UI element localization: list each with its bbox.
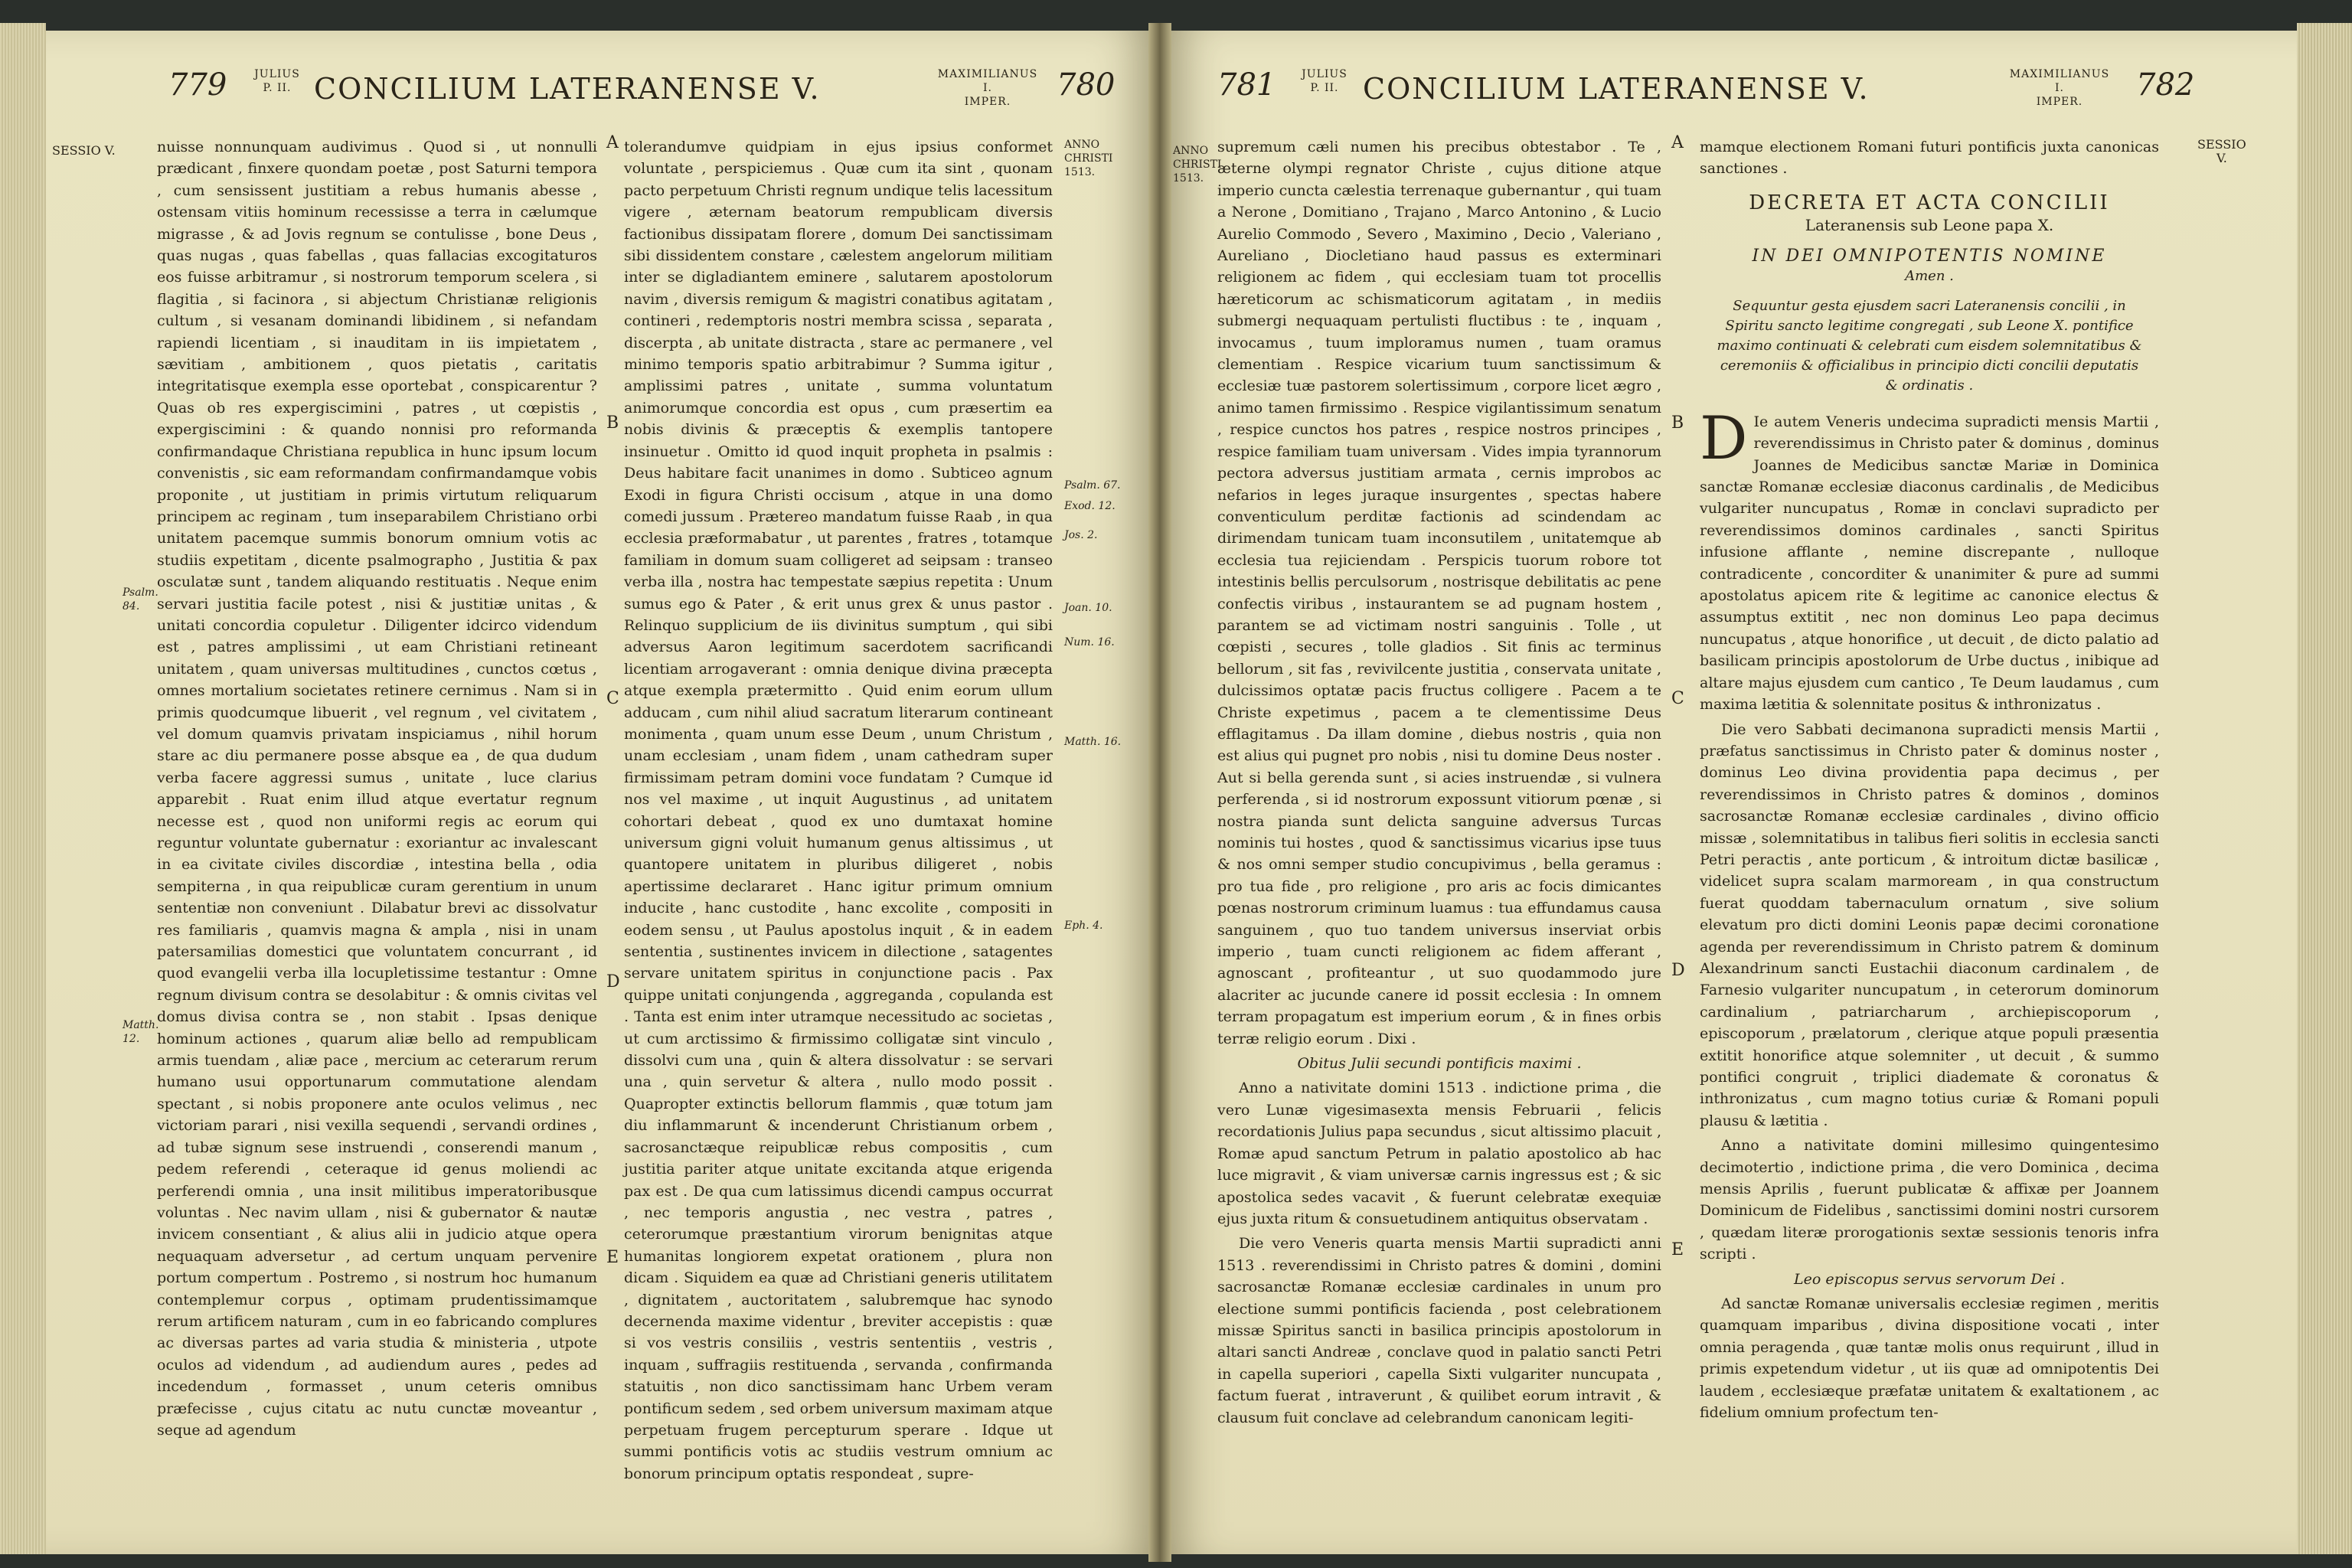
margin-citation: Num. 16.	[1064, 636, 1115, 648]
left-page-edges	[0, 23, 46, 1554]
margin-citation: Jos. 2.	[1064, 529, 1098, 541]
margin-citation: Matth. 12.	[122, 1019, 159, 1045]
emperor-tag: MAXIMILIANUS I. IMPER.	[2009, 68, 2110, 108]
section-letter: C	[1671, 689, 1684, 708]
body-text: mamque electionem Romani futuri pontificis juxta canonicas sanctiones .	[1700, 139, 2159, 178]
right-page	[1171, 31, 2297, 1554]
margin-citation: Psalm. 84.	[122, 586, 158, 612]
left-column-1	[157, 136, 597, 1441]
section-letter: B	[606, 413, 619, 433]
right-running-head	[1171, 67, 2297, 136]
body-text: Anno a nativitate domini millesimo quingentesimo decimotertio , indictione prima , die vero Dominica , decima mensis Aprilis , fuerunt publicatæ & affixæ per Joannem Dominicum de Fidelibus , sanctissimi domini nostri cursorem , quædam literæ prorogationis sextæ sessionis tenoris infra scripti .	[1700, 1137, 2159, 1263]
drop-cap: D	[1700, 403, 1748, 473]
left-running-head	[46, 67, 1148, 136]
margin-citation: Eph. 4.	[1064, 920, 1103, 932]
body-text: Die vero Veneris quarta mensis Martii supradicti anni 1513 . reverendissimi in Christo patres & domini , domini sacrosanctæ Romanæ ecclesiæ cardinales in unum pro electione summi pontificis facienda , post celebrationem missæ Spiritus sancti in basilica principis apostolorum in altari sancti Andreæ , conclave quod in palatio sancti Petri in capella superiori , capella Sixti vulgariter nuncupata , factum fuerat , intraverunt , & quilibet eorum intravit , & clausum fuit conclave ad celebrandum canonicam legiti-	[1217, 1235, 1661, 1426]
margin-citation: Exod. 12.	[1064, 500, 1116, 512]
margin-citation: Matth. 16.	[1064, 736, 1122, 748]
margin-citation: Joan. 10.	[1064, 602, 1112, 614]
pope-tag: JULIUS P. II.	[1302, 68, 1348, 94]
section-letter: E	[606, 1248, 619, 1267]
section-letter: D	[1671, 961, 1685, 980]
right-page-edges	[2297, 23, 2352, 1554]
section-letter: C	[606, 689, 619, 708]
body-text: Die vero Sabbati decimanona supradicti mensis Martii , præfatus sanctissimus in Christo pater & dominus noster , dominus Leo divina providentia papa decimus , per reverendissimos in Christo patres & dominos , dominos sacrosanctæ Romanæ ecclesiæ cardinales , divino officio missæ , solemnitatibus in talibus fieri solitis in ecclesia sancti Petri peractis , ante porticum , & introitum dictæ basilicæ , videlicet supra scalam marmoream , in qua constructum fuerat quoddam tabernaculum ornatum , sive solium elevatum pro dicti domini Leonis papæ decimi coronatione agenda per reverendissimum in Christo patrem & dominum Alexandrinum sancti Eustachii diaconum cardinalem , de Farnesio vulgariter nuncupatum , in ceterorum dominorum cardinalium , patriarcharum , archiepiscoporum , episcoporum , prælatorum , clerique atque populi præsentia extitit honorifice atque solemniter , ut decuit , & summo pontifici congruit , triplici diademate & coronatus & inthronizatus , cum magno totius curiæ & Romani populi plausu & lætitia .	[1700, 720, 2159, 1129]
amen-line: Amen .	[1905, 267, 1954, 284]
section-letter: D	[606, 972, 620, 991]
anno-christi-label: ANNO CHRISTI 1513.	[1064, 139, 1113, 178]
page-number: 782	[2136, 67, 2195, 103]
left-page	[46, 31, 1148, 1554]
body-text: supremum cæli numen his precibus obtestabor . Te , æterne olympi regnator Christe , cujus ditione atque imperio cuncta cælestia terrenaque gubernantur , qui tuam a Nerone , Domitiano , Trajano , Marco Antonino , & Lucio Aurelio Commodo , Severo , Maximino , Decio , Valeriano , Aureliano , Diocletiano haud passus es exterminari religionem ac fidem , qui ecclesiam tuam tot procellis hæreticorum ac schismaticorum agitatam , in mediis submergi nequaquam pertulisti fluctibus : te , inquam , invocamus , tuum imploramus numen , tuam oramus clementiam . Respice vicarium tuum sanctissimum & ecclesiæ tuæ pastorem solertissimum , corpore licet ægro , animo tamen firmissimo . Respice vigilantissimum senatum , respice cunctos hos patres , respice nostros principes , respice familiam tuam universam . Vides impia tyrannorum pectora adversus justitiam armata , cernis improbos ac nefarios in leges juraque insurgentes , spectas habere conventiculum perditæ factionis ad scindendam ac dirimendam tunicam tuam inconsutilem , unitatemque ab ecclesia tua rejiciendam . Perspicis tuorum robore tot intestinis bellis perculsorum , nostrisque debilitatis ac pene confectis viribus , instaurantem se ad pugnam hostem , parantem se ad victimam nostri sanguinis . Tolle , ut cœpisti , secures , tolle gladios . Sit finis ac terminus bellorum , sit fas , revivilcente justitia , conservata unitate , dulcissimos optatæ pacis fructus colligere . Pacem a te Christe expetimus , pacem a te clementissime Deus efflagitamus . Da illam domine , diebus nostris , quia non est alius qui pugnet pro nobis , nisi tu domine Deus noster . Aut si bella gerenda sunt , si acies instruendæ , si vulnera perferenda , si id nostrorum expossunt vitiorum pœnæ , si nostra pianda sunt delicta sanguine adversus Turcas nominis tui hostes , quod & sanctissimus vicarius ipse tuus & nos omni semper studio concupivimus , bella geramus : pro tua fide , pro religione , pro aris ac focis dimicantes pœnas nostrorum criminum luamus : tua effundamus causa sanguinem , quo tuo tandem universus inserviat orbis imperio , tuam cuncti religionem ac fidem afferant , agnoscant , profiteantur , ut suo quodammodo jure alacriter ac jucunde canere id possit ecclesia : In omnem terram propagatum est imperium eorum , & in fines orbis terræ religio eorum . Dixi .	[1217, 139, 1661, 1047]
decreta-heading: DECRETA ET ACTA CONCILII	[1749, 191, 2110, 214]
body-text	[1700, 403, 2159, 716]
page-number: 780	[1057, 67, 1116, 103]
right-column-2	[1700, 136, 2159, 1424]
running-title: CONCILIUM LATERANENSE V.	[314, 72, 821, 106]
pope-tag: JULIUS P. II.	[254, 68, 300, 94]
section-letter: E	[1671, 1240, 1684, 1259]
session-margin-label: SESSIO V.	[52, 143, 116, 158]
section-letter: B	[1671, 413, 1684, 433]
body-text: Anno a nativitate domini 1513 . indictione prima , die vero Lunæ vigesimasexta mensis Februarii , felicis recordationis Julius papa secundus , sicut altissimo placuit , Romæ apud sanctum Petrum in palatio apostolico ab hac luce migravit , & viam universæ carnis ingressus est ; & sic apostolica sedes vacavit , & fuerunt celebratæ exequiæ ejus juxta ritum & consuetudinem antiquitus observatam .	[1217, 1080, 1661, 1227]
body-text: nuisse nonnunquam audivimus . Quod si , ut nonnulli prædicant , finxere quondam poetæ , post Saturni tempora , cum sensissent justitiam a rebus humanis abesse , ostensam vitiis hominum recessisse a terra in cælumque migrasse , & ad Jovis regnum se contulisse , bone Deus , quas nugas , quas fabellas , quas fallacias excogitaturos eos fuisse arbitramur , si nostrorum temporum scelera , si flagitia , si facinora , si abjectum Christianæ religionis cultum , si vesanam dominandi libidinem , si nefandam rapiendi licentiam , si inauditam in iis impietatem , sævitiam , ambitionem , quos pietatis , caritatis integritatisque exempla esse oportebat , conspicarentur ? Quas ob res expergiscimini , patres , ut cœpistis , expergiscimini : & quando nonnisi pro reformanda confirmandaque Christiana republica in hunc ipsum locum convenistis , sic eam reformandam confirmandamque vobis proponite , ut justitiam in primis virtutum reliquarum principem ac reginam , tum inseparabilem Christiano orbi unitatem pacemque summis bonorum omnium votis ac studiis expetitam , dicente psalmographo , Justitia & pax osculatæ sunt , tandem aliquando restituatis . Neque enim servari justitia facile potest , nisi & justitiæ unitas , & unitati concordia copuletur . Diligenter idcirco videndum est , patres amplissimi , ut eam Christiani retineant unitatem , quam universas multitudines , cunctos cœtus , omnes mortalium societates retinere cernimus . Nam si in primis quodcumque libuerit , vel regnum , vel civitatem , vel domum quamvis privatam inspiciamus , nihil horum stare ac diu permanere posse absque ea , de qua dudum verba facere aggressi sumus , unitate , luce clarius apparebit . Ruat enim illud atque evertatur regnum necesse est , quod non uniformi regis ac eorum qui reguntur voluntate gubernatur : exoriantur ac invalescant in ea civitate civiles discordiæ , intestina bella , odia sempiterna , in qua reipublicæ curam gerentium in unum sententiæ non conveniunt . Dilabatur brevi ac dissolvatur res familiaris , quamvis magna & ampla , nisi in unam patersamilias domestici que voluntatem concurrant , id quod evangelii verba illa locupletissime testantur : Omne regnum divisum contra se desolabitur : & omnis civitas vel domus divisa contra se , non stabit . Ipsas denique hominum actiones , quarum aliæ bello ad rempublicam armis tuendam , aliæ pace , mercium ac ceterarum rerum humano usui opportunarum commutatione alendam spectant , si nobis proponere ante oculos velimus , nec victoriam parari , nisi vexilla sequendi , servandi ordines , ad tubæ signum sese instruendi , conserendi manum , pedem referendi , ceteraque id genus moliendi ac perferendi omnia , una insit militibus imperatoribusque voluntas . Nec navim ullam , nisi & gubernator & nautæ invicem consentiant , & alius alii in judicio atque opera nequaquam adversetur , ad certum unquam pervenire portum compertum . Postremo , si nostrum hoc humanum contemplemur corpus , optimam prudentissimamque rerum artificem naturam , cum in eo fabricando complures ac diversas partes ad varia studia & ministeria , utpote oculos ad videndum , ad audiendum aures , pedes ad incedendum , formasset , unum ceteris omnibus præfecisse , cujus citatu ac nutu cunctæ moveantur , seque ad agendum	[157, 139, 597, 1439]
body-text-run: Ie autem Veneris undecima supradicti mensis Martii , reverendissimus in Christo pater & dominus , dominus Joannes de Medicibus sanctæ Mariæ in Dominica sanctæ Romanæ ecclesiæ diaconus cardinalis , de Medicibus vulgariter nuncupatus , Romæ in conclavi supradicto per reverendissimos dominos cardinales , sancti Spiritus infusione afflante , nemine discrepante , nulloque contradicente , concorditer & unanimiter & pure ad summi apostolatus apicem rite & legitime ac canonice electus & assumptus extitit , nec non dominus Leo papa decimus nuncupatus , atque honorifice , ut decuit , de dicto palatio ad basilicam principis apostolorum de Urbe ductus , inibique ad altare majus ejusdem cum cantico , Te Deum laudamus , cum maxima lætitia & solennitate positus & inthronizatus .	[1700, 413, 2159, 714]
obitus-heading: Obitus Julii secundi pontificis maximi .	[1297, 1055, 1582, 1073]
emperor-tag: MAXIMILIANUS I. IMPER.	[937, 68, 1038, 108]
anno-christi-label: ANNO CHRISTI 1513.	[1173, 145, 1222, 185]
body-text: tolerandumve quidpiam in ejus ipsius conformet voluntate , perspiciemus . Quæ cum ita sint , quonam pacto perpetuum Christi regnum undique telis lacessitum vigere , æternam beatorum rempublicam diversis factionibus dissipatam florere , domum Dei sanctissimam sibi dissidentem constare , cælestem angelorum militiam inter se digladiantem eminere , salutarem apostolorum navim , diversis remigum & magistri conatibus agitatam , contineri , redemptoris nostri membra scissa , separata , discerpta , ab unitate distracta , stare ac permanere , vel minimo temporis spatio arbitrabimur ? Summa igitur , amplissimi patres , unitate , summa voluntatum animorumque concordia est opus , cum præsertim ea nobis divinis & præceptis & exemplis tantopere insinuetur . Omitto id quod inquit propheta in psalmis : Deus habitare facit unanimes in domo . Subticeo agnum Exodi in figura Christi occisum , atque in una domo comedi jussum . Prætereo mandatum fuisse Raab , in qua ecclesia præformabatur , ut parentes , fratres , totamque familiam in domum suam colligeret ad seipsam : transeo verba illa , nostra hac tempestate sæpius repetita : Unum sumus ego & Pater , & erit unus grex & unus pastor . Relinquo supplicium de iis divinitus sumptum , qui sibi adversus Aaron legitimum sacerdotem sacrificandi licentiam arrogaverant : omnia denique divina præcepta atque exempla prætermitto . Quid enim eorum ullum adducam , cum nihil aliud sacratum literarum contineant monimenta , quam unum esse Deum , unum Christum , unam ecclesiam , unam fidem , unam cathedram super firmissimam petram domini voce fundatam ? Cumque id nos vel maxime , ut inquit Augustinus , ad unitatem cohortari debeat , quod ex uno dumtaxat homine universum gigni voluit humanum genus altissimus , ut quantopere unitatem in pluribus diligeret , nobis apertissime declararet . Hanc igitur primum omnium inducite , hanc custodite , hanc excolite , compositi in eodem sensu , ut Paulus apostolus inquit , & in eadem sententia , sustinentes invicem in dilectione , satagentes servare unitatem spiritus in conjunctione pacis . Pax quippe unitati conjungenda , aggreganda , copulanda est . Tanta est enim inter utramque necessitudo ac societas , ut cum arctissimo & firmissimo colligatæ sint vinculo , dissolvi cum una , quin & altera dissolvatur : se servari una , quin servetur & altera , nullo modo possit . Quapropter extinctis bellorum flammis , quæ totum jam diu inflammarunt & incenderunt Christianum orbem , sacrosanctæque reipublicæ rebus compositis , cum justitia pariter atque unitate excitanda atque erigenda pax est . De qua cum latissimus dicendi campus occurrat , nec temporis angustia , nec vestra , patres , ceterorumque præstantium virorum benignitas atque humanitas longiorem expetat orationem , plura non dicam . Siquidem ea quæ ad Christiani generis utilitatem , dignitatem , auctoritatem , salubremque hac synodo decernenda maxime videntur , breviter accepistis : quæ si vos vestris consiliis , vestris sententiis , vestris , inquam , suffragiis restituenda , servanda , confirmanda statuitis , non dico sanctissimam hanc Urbem veram pontificum sedem , sed orbem universum maximam atque perpetuam frugem percepturum sperare . Idque ut summi pontificis votis ac studiis vestrum omnium ac bonorum principum optatis respondeat , supre-	[624, 139, 1053, 1482]
body-text: Ad sanctæ Romanæ universalis ecclesiæ regimen , meritis quamquam imparibus , divina dispositione vocati , inter omnia peragenda , quæ tantæ molis onus requirunt , illud in primis expetendum videtur , ut iis quæ ad omnipotentis Dei laudem , ecclesiæque præfatæ unitatem & exaltationem , ac fidelium omnium profectum ten-	[1700, 1295, 2159, 1422]
right-column-1	[1217, 136, 1661, 1429]
running-title: CONCILIUM LATERANENSE V.	[1363, 72, 1870, 106]
leo-heading: Leo episcopus servus servorum Dei .	[1794, 1270, 2065, 1288]
session-margin-label: SESSIO V.	[2197, 137, 2246, 165]
left-column-2	[624, 136, 1053, 1485]
section-letter: A	[1671, 133, 1684, 152]
section-letter: A	[606, 133, 619, 152]
page-number: 779	[168, 67, 227, 103]
decreta-subheading: Lateranensis sub Leone papa X.	[1805, 215, 2054, 234]
sequuntur-rubric: Sequuntur gesta ejusdem sacri Lateranensis concilii , in Spiritu sancto legitime congregati , sub Leone X. pontifice maximo continuati & celebrati cum eisdem solemnitatibus & ceremoniis & officialibus in principio dicti concilii deputatis & ordinatis .	[1717, 297, 2142, 394]
page-number: 781	[1217, 67, 1276, 103]
margin-citation: Psalm. 67.	[1064, 479, 1121, 492]
invocation-heading: IN DEI OMNIPOTENTIS NOMINE	[1752, 246, 2107, 266]
book-gutter	[1148, 23, 1171, 1562]
